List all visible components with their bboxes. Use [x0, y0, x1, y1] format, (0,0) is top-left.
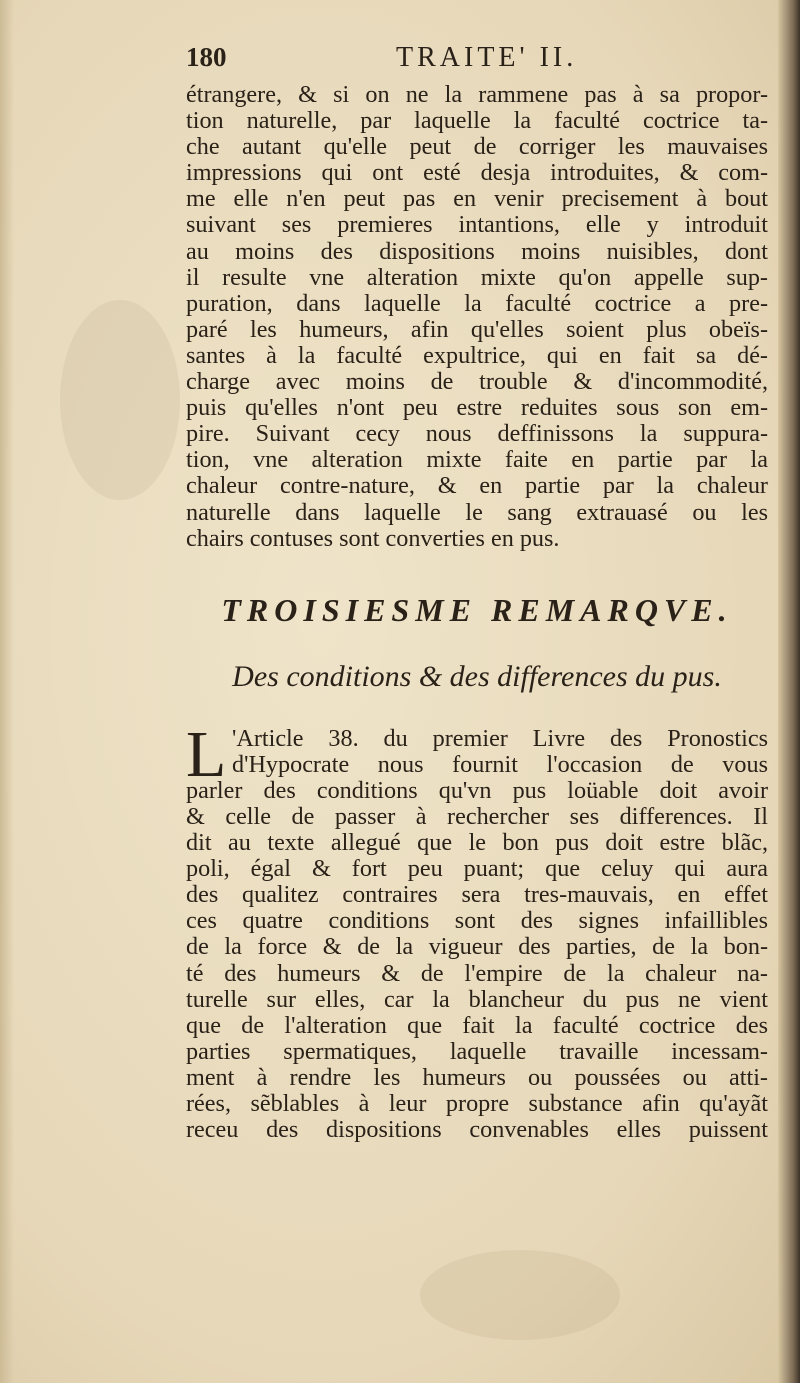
- text-line: puration, dans laquelle la faculté coctrice a pre-: [186, 289, 768, 317]
- text-line: suivant ses premieres intantions, elle y introduit: [186, 211, 768, 239]
- section-heading: TROISIESME REMARQVE.: [221, 591, 733, 628]
- text-line: que de l'alteration que fait la faculté coctrice des: [186, 1011, 768, 1039]
- text-line: paré les humeurs, afin qu'elles soient plus obeïs-: [186, 315, 768, 343]
- paper-stain: [420, 1250, 620, 1340]
- page-left-edge: [0, 0, 14, 1383]
- text-line: receu des dispositions convenables elles puissent: [186, 1116, 768, 1144]
- text-line: poli, égal & fort peu puant; que celuy qui aura: [186, 855, 768, 883]
- text-line: puis qu'elles n'ont peu estre reduites sous son em-: [186, 394, 768, 422]
- text-line: chaleur contre-nature, & en partie par la chaleur: [186, 472, 768, 500]
- text-line: naturelle dans laquelle le sang extrauasé ou les: [186, 498, 768, 526]
- text-line: & celle de passer à rechercher ses differences. Il: [186, 802, 768, 830]
- section-subtitle: Des conditions & des differences du pus.: [232, 659, 722, 693]
- text-line: il resulte vne alteration mixte qu'on appelle sup-: [186, 263, 768, 291]
- text-line: santes à la faculté expultrice, qui en fait sa dé-: [186, 341, 768, 369]
- drop-cap: L: [186, 717, 227, 791]
- text-line: turelle sur elles, car la blancheur du pus ne vient: [186, 985, 768, 1013]
- text-line: ces quatre conditions sont des signes infaillibles: [186, 907, 768, 935]
- text-line: té des humeurs & de l'empire de la chaleur na-: [186, 959, 768, 987]
- text-line: au moins des dispositions moins nuisibles, dont: [186, 237, 768, 265]
- page-gutter-shadow: [778, 0, 800, 1383]
- text-line: tion, vne alteration mixte faite en partie par la: [186, 446, 768, 474]
- text-line: pire. Suivant cecy nous deffinissons la suppura-: [186, 420, 768, 448]
- paper-stain: [60, 300, 180, 500]
- text-line: che autant qu'elle peut de corriger les mauvaises: [186, 133, 768, 161]
- text-line: dit au texte allegué que le bon pus doit estre blãc,: [186, 829, 768, 857]
- text-line: tion naturelle, par laquelle la faculté coctrice ta-: [186, 107, 768, 135]
- running-title: TRAITE' II.: [396, 42, 578, 73]
- page-header: [186, 42, 768, 82]
- text-line: me elle n'en peut pas en venir precisement à bout: [186, 185, 768, 213]
- text-line: ment à rendre les humeurs ou poussées ou atti-: [186, 1063, 768, 1091]
- text-line: des qualitez contraires sera tres-mauvais, en effet: [186, 881, 768, 909]
- page-number: 180: [186, 42, 227, 72]
- text-line: impressions qui ont esté desja introduites, & com-: [186, 159, 768, 187]
- text-line: 'Article 38. du premier Livre des Pronostics: [232, 724, 768, 752]
- text-line: rées, sẽblables à leur propre substance afin qu'ayãt: [186, 1090, 768, 1117]
- text-line: chairs contuses sont converties en pus.: [186, 524, 560, 552]
- text-line: parties spermatiques, laquelle travaille incessam-: [186, 1037, 768, 1065]
- text-line: parler des conditions qu'vn pus loüable doit avoir: [186, 776, 768, 804]
- text-line: étrangere, & si on ne la rammene pas à sa propor-: [186, 81, 768, 108]
- text-line: charge avec moins de trouble & d'incommodité,: [186, 368, 768, 396]
- paragraph-2: [186, 717, 768, 1144]
- text-block: [186, 42, 768, 1143]
- paragraph-1: [186, 82, 768, 552]
- text-line: de la force & de la vigueur des parties, de la bon-: [186, 933, 768, 961]
- text-line: d'Hypocrate nous fournit l'occasion de vous: [232, 750, 768, 778]
